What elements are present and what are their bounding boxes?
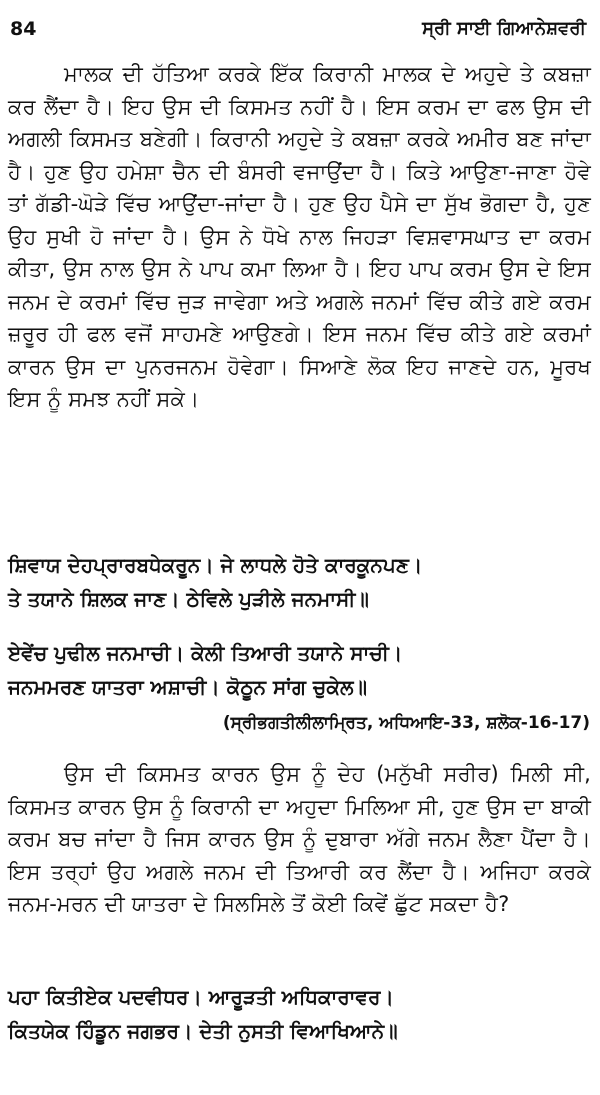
page-number: 84 [10,18,37,40]
verse-citation: (ਸ੍ਰੀਭਗਤੀਲੀਲਾਮ੍ਰਿਤ, ਅਧਿਆਇ-33, ਸ਼ਲੋਕ-16-17) [222,713,590,733]
verse-line: ਜਨਮਮਰਣ ਯਾਤਰਾ ਅਸ਼ਾਚੀ। ਕੋਠੂਨ ਸਾਂਗ ਚੁਕੇਲ॥ [8,675,367,699]
verse-block-3 [8,980,593,1048]
verse-line: ਏਵੇਂਚ ਪੁਢੀਲ ਜਨਮਾਚੀ। ਕੇਲੀ ਤਿਆਰੀ ਤਯਾਨੇ ਸਾਚੀ। [8,641,403,665]
verse-line: ਸ਼ਿਵਾਯ ਦੇਹਪ੍ਰਾਰਬਧੇਕਰੂਨ। ਜੇ ਲਾਧਲੇ ਹੋਤੇ ਕਾਰਕੂਨਪਣ। [8,553,423,577]
verse-line: ਪਹਾ ਕਿਤੀਏਕ ਪਦਵੀਧਰ। ਆਰੂੜਤੀ ਅਧਿਕਾਰਾਵਰ। [8,985,394,1009]
verse-block-1 [8,548,593,616]
verse-block-2 [8,636,593,704]
paragraph-2: ਉਸ ਦੀ ਕਿਸਮਤ ਕਾਰਨ ਉਸ ਨੂੰ ਦੇਹ (ਮਨੁੱਖੀ ਸਰੀਰ) ਮਿਲੀ ਸੀ, ਕਿਸਮਤ ਕਾਰਨ ਉਸ ਨੂੰ ਕਿਰਾਨੀ ਦਾ ਅਹੁਦਾ ਮਿਲਿਆ ਸੀ, ਹੁਣ ਉਸ ਦਾ ਬਾਕੀ ਕਰਮ ਬਚ ਜਾਂਦਾ ਹੈ ਜਿਸ ਕਾਰਨ ਉਸ ਨੂੰ ਦੁਬਾਰਾ ਅੱਗੇ ਜਨਮ ਲੈਣਾ ਪੈਂਦਾ ਹੈ। ਇਸ ਤਰ੍ਹਾਂ ਉਹ ਅਗਲੇ ਜਨਮ ਦੀ ਤਿਆਰੀ ਕਰ ਲੈਂਦਾ ਹੈ। ਅਜਿਹਾ ਕਰਕੇ ਜਨਮ-ਮਰਨ ਦੀ ਯਾਤਰਾ ਦੇ ਸਿਲਸਿਲੇ ਤੋਂ ਕੋਈ ਕਿਵੇਂ ਛੁੱਟ ਸਕਦਾ ਹੈ? [8,762,591,916]
verse-line: ਤੇ ਤਯਾਨੇ ਸ਼ਿਲਕ ਜਾਣ। ਠੇਵਿਲੇ ਪੁੜੀਲੇ ਜਨਮਾਸੀ॥ [8,587,369,611]
paragraph-1: ਮਾਲਕ ਦੀ ਹੱਤਿਆ ਕਰਕੇ ਇੱਕ ਕਿਰਾਨੀ ਮਾਲਕ ਦੇ ਅਹੁਦੇ ਤੇ ਕਬਜ਼ਾ ਕਰ ਲੈਂਦਾ ਹੈ। ਇਹ ਉਸ ਦੀ ਕਿਸਮਤ ਨਹੀਂ ਹੈ। ਇਸ ਕਰਮ ਦਾ ਫਲ ਉਸ ਦੀ ਅਗਲੀ ਕਿਸਮਤ ਬਣੇਗੀ। ਕਿਰਾਨੀ ਅਹੁਦੇ ਤੇ ਕਬਜ਼ਾ ਕਰਕੇ ਅਮੀਰ ਬਣ ਜਾਂਦਾ ਹੈ। ਹੁਣ ਉਹ ਹਮੇਸ਼ਾ ਚੈਨ ਦੀ ਬੰਸਰੀ ਵਜਾਉਂਦਾ ਹੈ। ਕਿਤੇ ਆਉਣਾ-ਜਾਣਾ ਹੋਵੇ ਤਾਂ ਗੱਡੀ-ਘੋੜੇ ਵਿੱਚ ਆਉਂਦਾ-ਜਾਂਦਾ ਹੈ। ਹੁਣ ਉਹ ਪੈਸੇ ਦਾ ਸੁੱਖ ਭੋਗਦਾ ਹੈ, ਹੁਣ ਉਹ ਸੁਖੀ ਹੋ ਜਾਂਦਾ ਹੈ। ਉਸ ਨੇ ਧੋਖੇ ਨਾਲ ਜਿਹੜਾ ਵਿਸ਼ਵਾਸਘਾਤ ਦਾ ਕਰਮ ਕੀਤਾ, ਉਸ ਨਾਲ ਉਸ ਨੇ ਪਾਪ ਕਮਾ ਲਿਆ ਹੈ। ਇਹ ਪਾਪ ਕਰਮ ਉਸ ਦੇ ਇਸ ਜਨਮ ਦੇ ਕਰਮਾਂ ਵਿੱਚ ਜੁੜ ਜਾਵੇਗਾ ਅਤੇ ਅਗਲੇ ਜਨਮਾਂ ਵਿੱਚ ਕੀਤੇ ਗਏ ਕਰਮ ਜ਼ਰੂਰ ਹੀ ਫਲ ਵਜੋਂ ਸਾਹਮਣੇ ਆਉਣਗੇ। ਇਸ ਜਨਮ ਵਿੱਚ ਕੀਤੇ ਗਏ ਕਰਮਾਂ ਕਾਰਨ ਉਸ ਦਾ ਪੁਨਰਜਨਮ ਹੋਵੇਗਾ। ਸਿਆਣੇ ਲੋਕ ਇਹ ਜਾਣਦੇ ਹਨ, ਮੂਰਖ ਇਸ ਨੂੰ ਸਮਝ ਨਹੀਂ ਸਕੇ। [8,62,591,411]
verse-line: ਕਿਤਯੇਕ ਹਿੰਡੂਨ ਜਗਭਰ। ਦੇਤੀ ਨੁਸਤੀ ਵਿਆਖਿਆਨੇ॥ [8,1019,398,1043]
running-title: ਸ੍ਰੀ ਸਾਈ ਗਿਆਨੇਸ਼ਵਰੀ [422,18,586,39]
